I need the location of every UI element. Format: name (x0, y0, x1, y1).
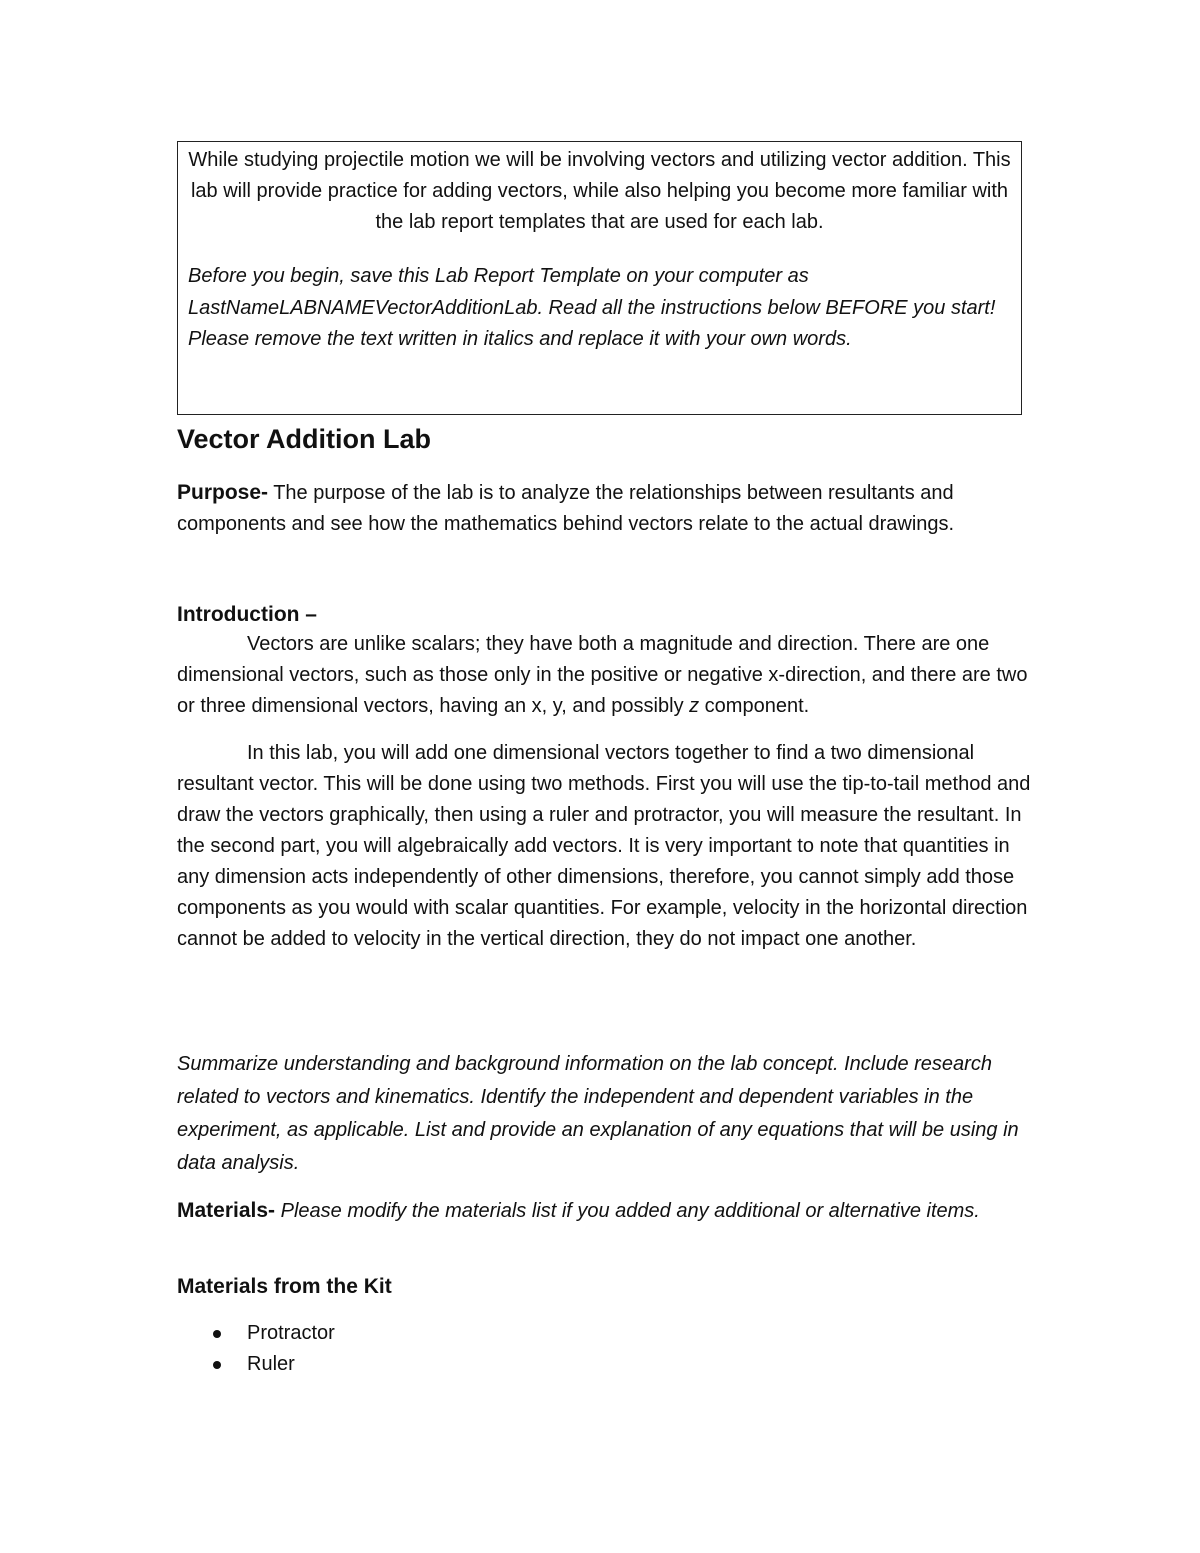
notice-intro-text: While studying projectile motion we will be involving vectors and utilizing vector addition. This lab will provide practice for adding vectors, while also helping you become more familiar with the lab report templates that are used for each lab. (188, 149, 1011, 233)
kit-materials-heading: Materials from the Kit (177, 1275, 392, 1298)
notice-instructions-text: Before you begin, save this Lab Report Template on your computer as LastNameLABNAMEVectorAdditionLab. Read all the instructions below BEFORE you start! Please remove the text written in italics and replace it with your own words. (188, 265, 996, 350)
introduction-paragraph-2: In this lab, you will add one dimensional vectors together to find a two dimensional resultant vector. This will be done using two methods. First you will use the tip-to-tail method and draw the vectors graphically, then using a ruler and protractor, you will measure the resultant. In the second part, you will algebraically add vectors. It is very important to note that quantities in any dimension acts independently of other dimensions, therefore, you cannot simply add those components as you would with scalar quantities. For example, velocity in the horizontal direction cannot be added to velocity in the vertical direction, they do not impact one another. (177, 742, 1031, 950)
kit-item-label: Protractor (247, 1322, 335, 1344)
introduction-paragraph-1 (177, 629, 1037, 722)
introduction-heading: Introduction – (177, 603, 317, 626)
intro-p1-text-a: Vectors are unlike scalars; they have both a magnitude and direction. There are one dimensional vectors, such as those only in the positive or negative x-direction, and there are two or three dimensional vectors, having an x, y, and possibly (177, 633, 1028, 717)
purpose-label: Purpose- (177, 481, 269, 504)
materials-text: Please modify the materials list if you added any additional or alternative items. (275, 1200, 980, 1222)
kit-item-label: Ruler (247, 1353, 295, 1375)
bullet-icon (213, 1361, 221, 1369)
list-item (177, 1349, 335, 1380)
intro-p1-text-b: component. (699, 695, 810, 717)
intro-p1-z: z (689, 695, 700, 717)
materials-label: Materials- (177, 1199, 276, 1222)
bullet-icon (213, 1330, 221, 1338)
purpose-paragraph (177, 477, 1037, 540)
instructions-notice-box (177, 141, 1022, 415)
list-item (177, 1318, 335, 1349)
document-title: Vector Addition Lab (177, 424, 432, 454)
purpose-text: The purpose of the lab is to analyze the relationships between resultants and components and see how the mathematics behind vectors relate to the actual drawings. (177, 482, 955, 535)
materials-paragraph (177, 1195, 1037, 1227)
kit-materials-list (177, 1318, 335, 1380)
summary-instructions: Summarize understanding and background information on the lab concept. Include research related to vectors and kinematics. Identify the independent and dependent variables in the experiment, as applicable. List and provide an explanation of any equations that will be using in data analysis. (177, 1053, 1019, 1174)
